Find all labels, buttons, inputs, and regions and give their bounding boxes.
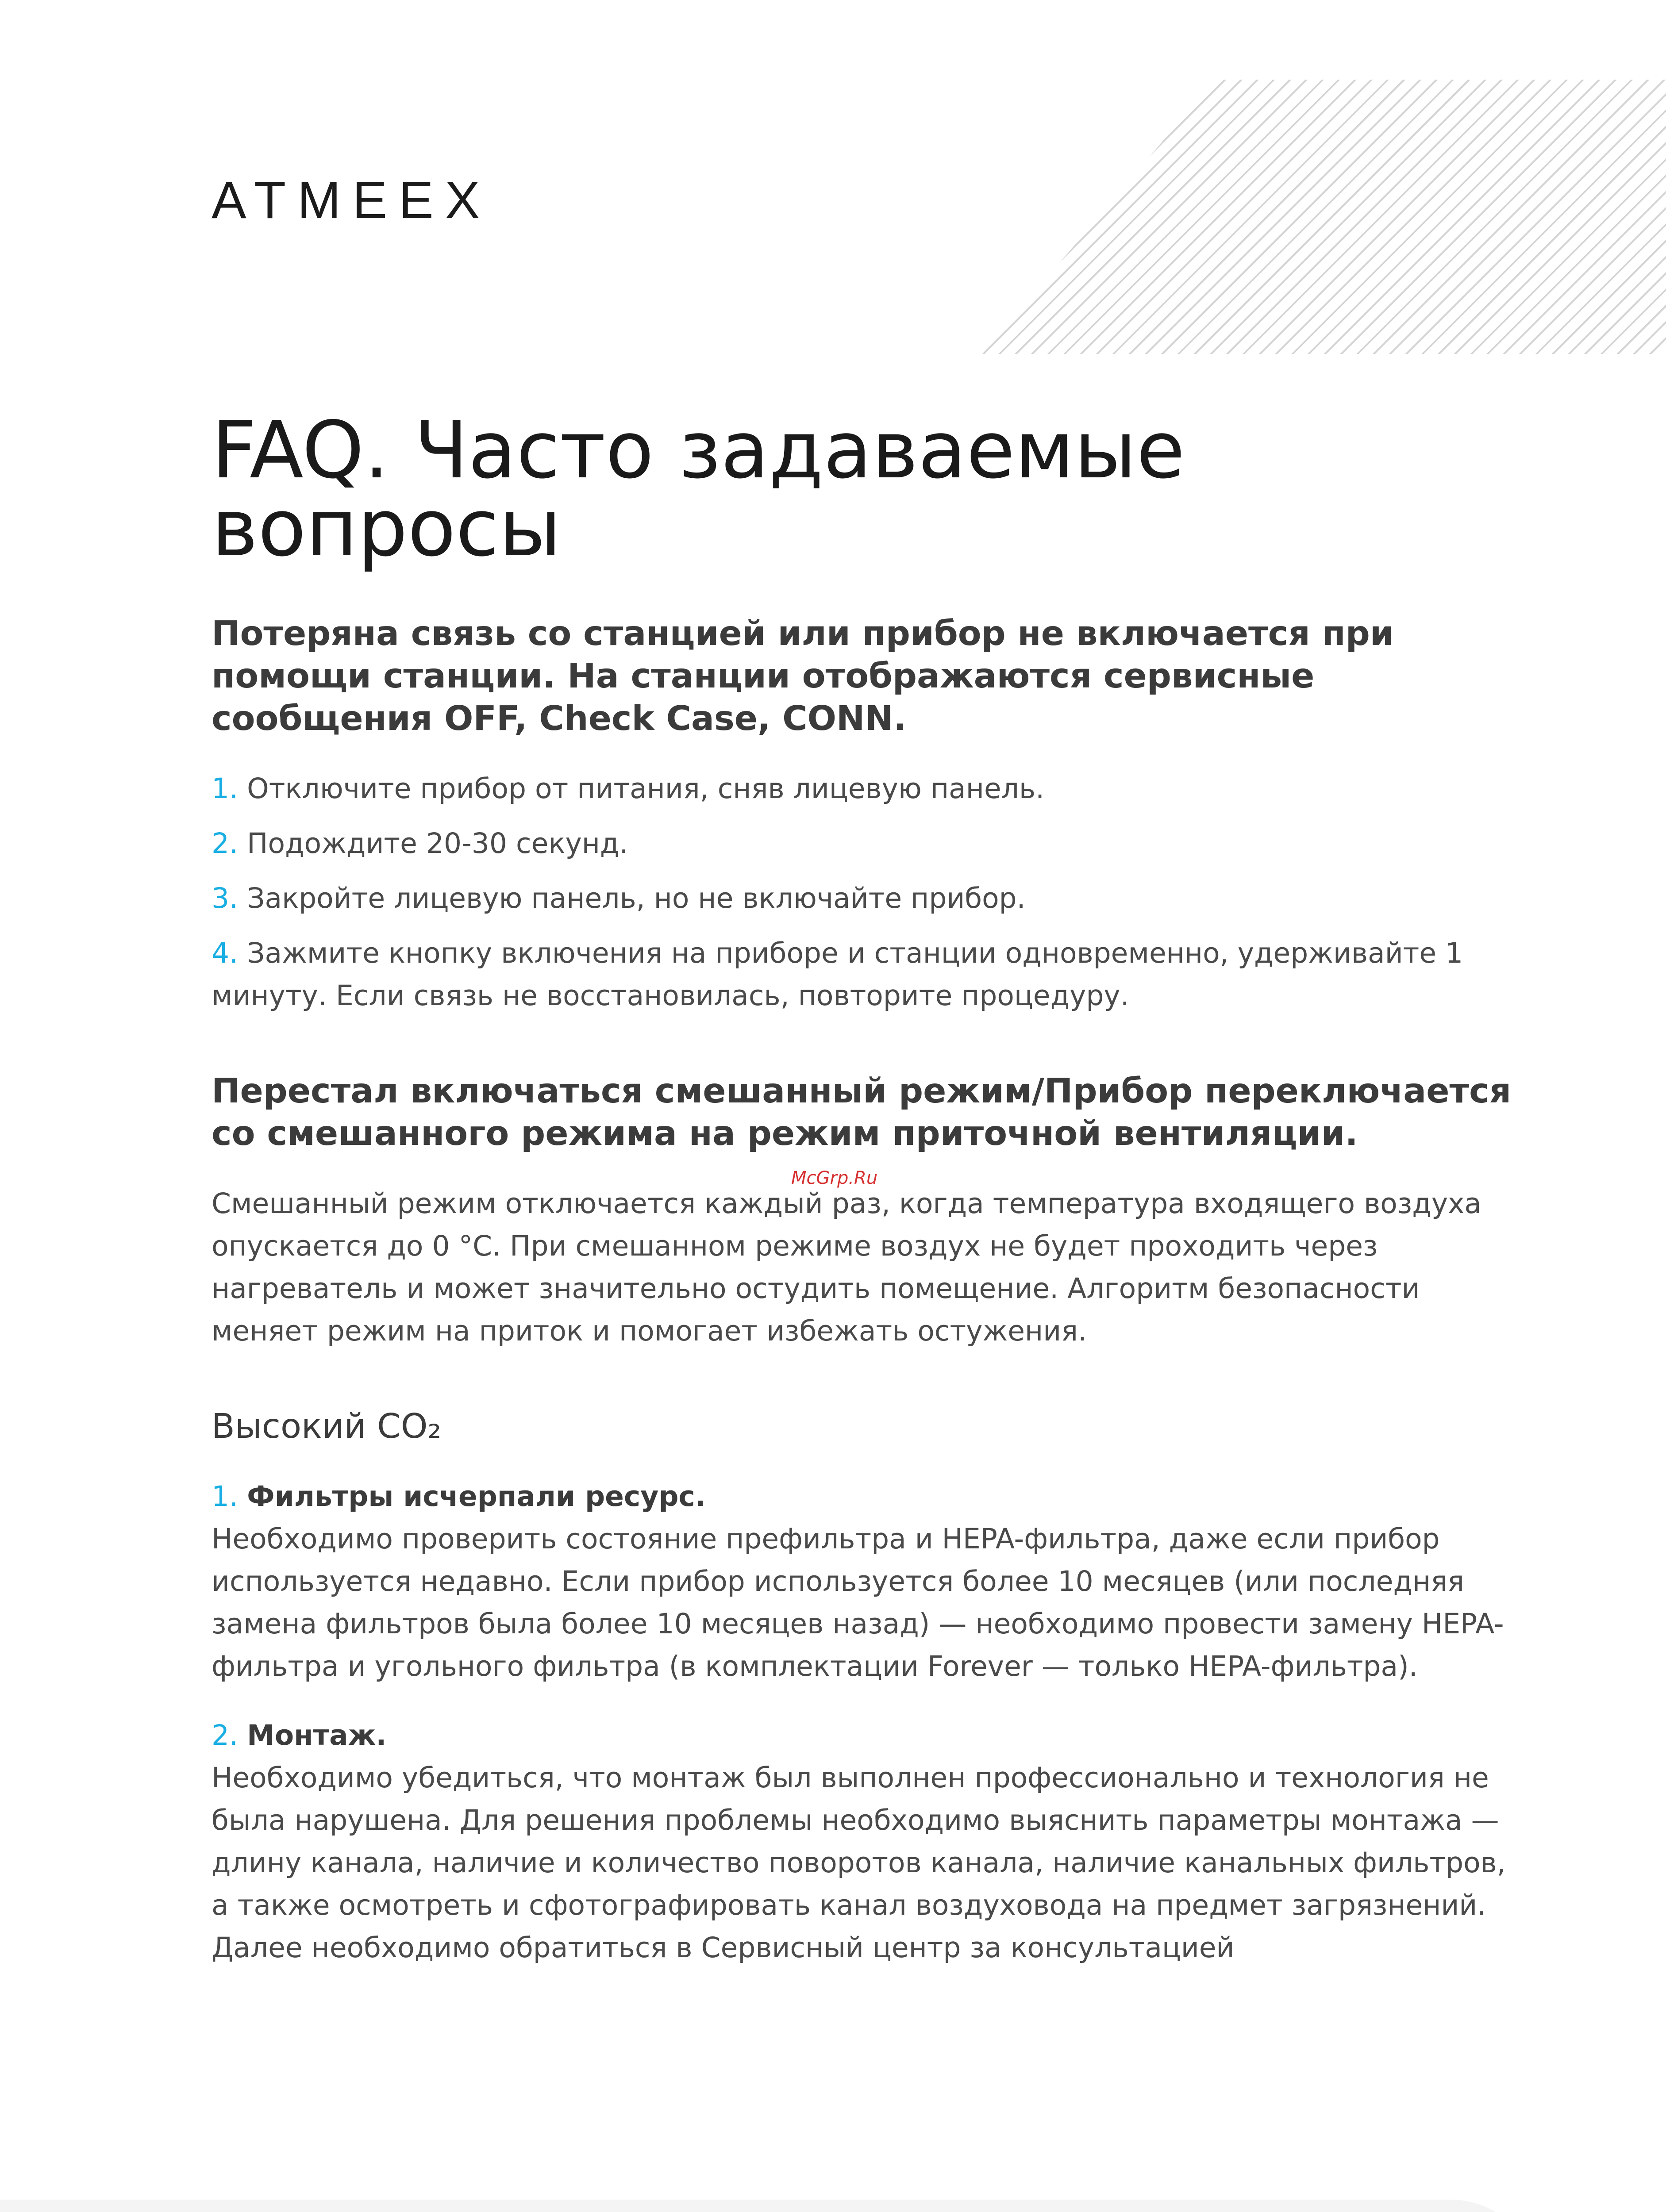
faq-section-high-co2	[212, 1406, 1517, 1969]
item-title: Монтаж.	[247, 1719, 387, 1751]
step-text: Закройте лицевую панель, но не включайте прибор.	[247, 882, 1026, 914]
step-number: 2.	[212, 827, 239, 860]
watermark: McGrp.Ru	[791, 1168, 878, 1188]
step-text: Подождите 20-30 секунд.	[247, 827, 628, 860]
step-item	[212, 877, 1517, 920]
step-item	[212, 932, 1517, 1017]
co2-item	[212, 1714, 1517, 1969]
item-title: Фильтры исчерпали ресурс.	[247, 1480, 706, 1513]
item-number: 1.	[212, 1480, 239, 1513]
faq-content	[212, 613, 1517, 1982]
section-heading: Перестал включаться смешанный режим/Прибор переключается со смешанного режима на режим приточной вентиляции.	[212, 1071, 1512, 1153]
step-item	[212, 768, 1517, 810]
footer-panel	[0, 2200, 1539, 2212]
step-number: 1.	[212, 772, 239, 805]
atmeex-logo: ATMEEX	[212, 171, 492, 230]
faq-section-mixed-mode	[212, 1070, 1517, 1352]
page-title: FAQ. Часто задаваемые вопросы	[212, 404, 1185, 574]
faq-section-connection	[212, 613, 1517, 1017]
section-body: Смешанный режим отключается каждый раз, когда температура входящего воздуха опускается до 0 °С. При смешанном режиме воздух не будет проходить через нагреватель и может значительно остудить помещение. Алгоритм безопасности меняет режим на приток и помогает избежать остужения.	[212, 1187, 1482, 1347]
step-item	[212, 822, 1517, 865]
step-text: Отключите прибор от питания, сняв лицевую панель.	[247, 772, 1045, 805]
section-heading: Высокий CO₂	[212, 1407, 442, 1446]
step-text: Зажмите кнопку включения на приборе и станции одновременно, удерживайте 1 минуту. Если связь не восстановилась, повторите процедуру.	[212, 937, 1463, 1012]
co2-item	[212, 1475, 1517, 1688]
step-number: 4.	[212, 937, 239, 969]
step-number: 3.	[212, 882, 239, 914]
item-number: 2.	[212, 1719, 239, 1751]
item-text: Необходимо убедиться, что монтаж был выполнен профессионально и технология не была нарушена. Для решения проблемы необходимо выяснить параметры монтажа — длину канала, наличие и количество поворотов канала, наличие канальных фильтров, а также осмотреть и сфотографировать канал воздуховода на предмет загрязнений. Далее необходимо обратиться в Сервисный центр за консультацией	[212, 1762, 1506, 1964]
diagonal-stripe-decoration	[982, 80, 1666, 354]
item-text: Необходимо проверить состояние префильтра и HEPA-фильтра, даже если прибор используется недавно. Если прибор используется более 10 месяцев (или последняя замена фильтров была более 10 месяцев назад) — необходимо провести замену HEPA-фильтра и угольного фильтра (в комплектации Forever — только HEPA-фильтра).	[212, 1523, 1504, 1682]
section-heading: Потеряна связь со станцией или прибор не включается при помощи станции. На станции отображаются сервисные сообщения OFF, Check Case, CONN.	[212, 614, 1394, 738]
